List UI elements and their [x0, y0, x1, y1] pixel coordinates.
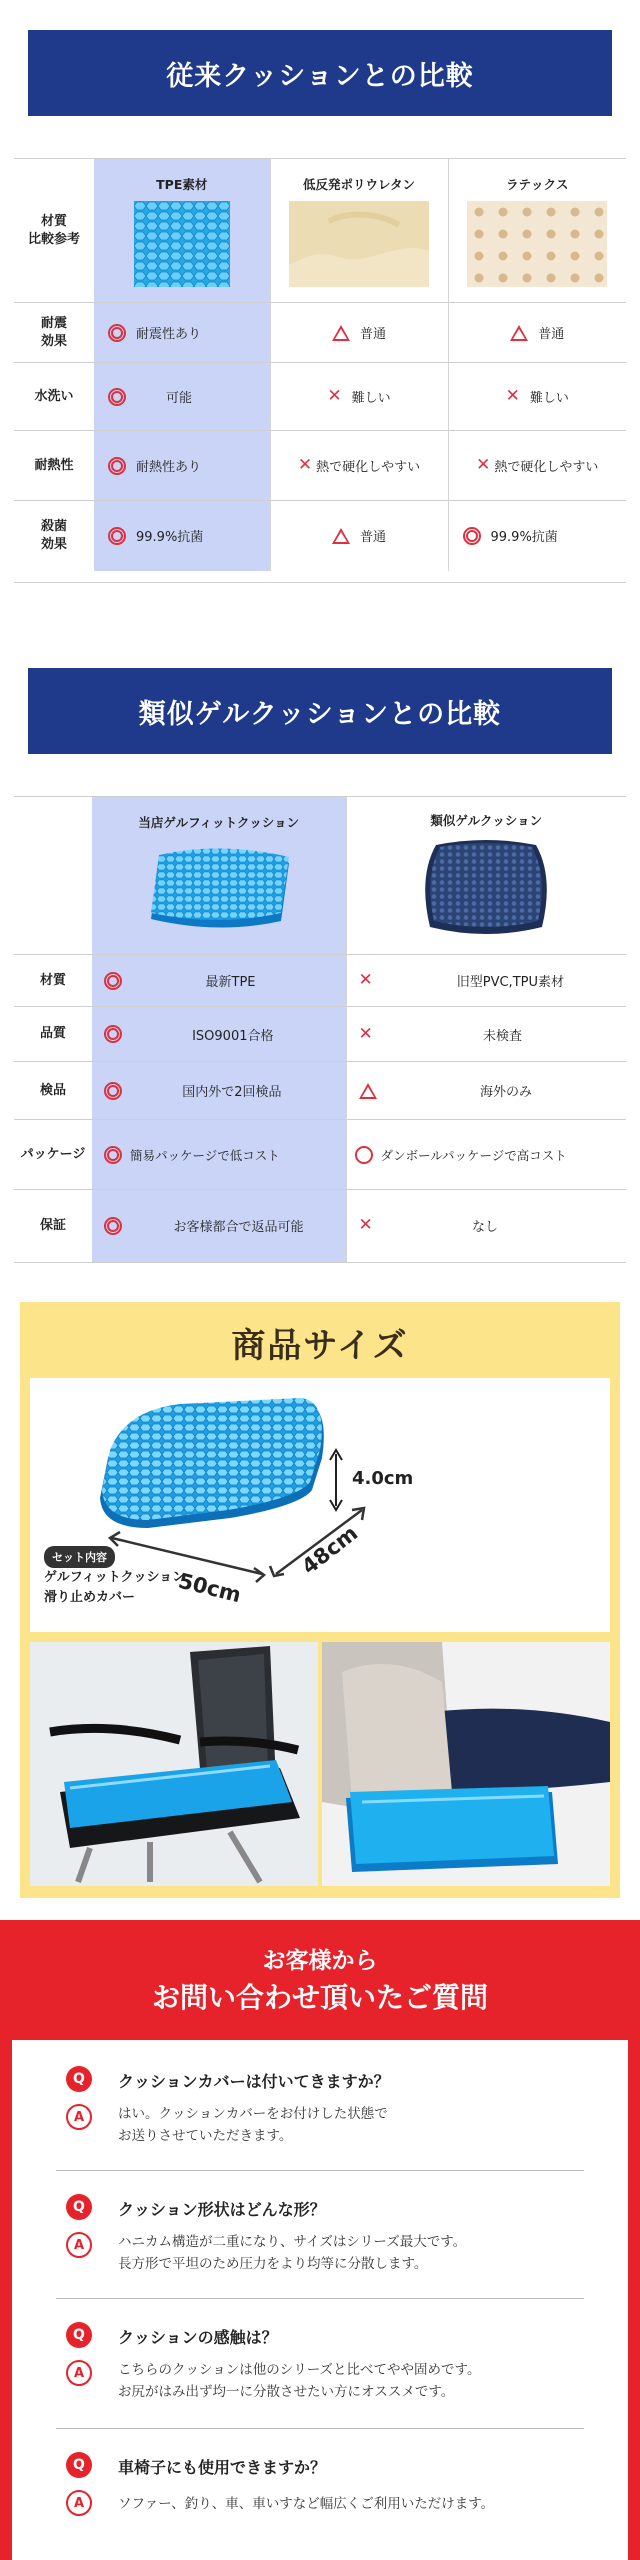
comparison-table-conventional [14, 158, 626, 571]
cell-text: なし [471, 1220, 498, 1236]
question-icon: Q [66, 2322, 92, 2348]
cell-text: 熱で硬化しやすい [316, 460, 421, 475]
comparison-table-gel [14, 796, 626, 1262]
answer-icon: A [66, 2360, 92, 2386]
cell-text: 難しい [351, 391, 391, 406]
cell-text: 耐震性あり [136, 327, 202, 342]
row-label-antibacterial: 殺菌 効果 [14, 501, 94, 571]
size-height-label: 4.0cm [352, 1468, 414, 1489]
col-latex [448, 159, 626, 303]
set-contents-text: ゲルフィットクッション、 滑り止めカバー [44, 1570, 198, 1605]
latex-foam-image [467, 201, 607, 287]
faq-divider [56, 2428, 584, 2429]
cell-text: 簡易パッケージで低コスト [130, 1147, 280, 1163]
chair-photo [30, 1642, 318, 1886]
size-diagram-panel [30, 1378, 610, 1632]
cell-text: 難しい [529, 391, 569, 406]
col-header-latex: ラテックス [506, 176, 569, 192]
cell-text: ダンボールパッケージで高コスト [380, 1147, 567, 1163]
answer-icon: A [66, 2232, 92, 2258]
col-header-tpe: TPE素材 [156, 176, 208, 192]
answer-icon: A [66, 2490, 92, 2516]
tpe-honeycomb-image [134, 201, 230, 287]
double-circle-icon [104, 972, 122, 990]
person-sitting-image [322, 1642, 610, 1886]
cross-icon: ✕ [358, 970, 373, 990]
polyurethane-foam-image [289, 201, 429, 287]
question-icon: Q [66, 2452, 92, 2478]
cell-text: 普通 [359, 530, 386, 546]
cell-text: 99.9%抗菌 [490, 530, 558, 546]
double-circle-icon [104, 1217, 122, 1235]
cross-icon: ✕ [297, 455, 313, 475]
row-label-heat: 耐熱性 [14, 431, 94, 501]
row-label-quality: 品質 [14, 1007, 92, 1062]
section1-title: 従来クッションとの比較 [166, 60, 474, 92]
section2-title-banner [28, 668, 612, 754]
faq-question: 車椅子にも使用できますか？ [118, 2458, 327, 2477]
row-label-warranty: 保証 [14, 1190, 92, 1262]
double-circle-icon [108, 324, 126, 342]
answer-icon: A [66, 2104, 92, 2130]
section2-title: 類似ゲルクッションとの比較 [138, 698, 502, 730]
faq-answer: ソファー、釣り、車、車いすなど幅広くご利用いただけます。 [118, 2496, 495, 2512]
cell-text: 普通 [359, 327, 386, 342]
cross-icon: ✕ [358, 1023, 373, 1044]
similar-gel-cushion-image [406, 837, 566, 941]
col-header-similar-cushion: 類似ゲルクッション [430, 812, 543, 828]
size-width-label: 50cm [176, 1568, 244, 1608]
question-icon: Q [66, 2194, 92, 2220]
circle-icon [355, 1146, 373, 1164]
faq-answer: はい。クッションカバーをお付けした状態で お送りさせていただきます。 [118, 2106, 388, 2144]
row-label-inspection: 検品 [14, 1062, 92, 1120]
row-label-package: パッケージ [14, 1120, 92, 1190]
size-title-area [20, 1302, 620, 1382]
cross-icon: ✕ [358, 1215, 373, 1236]
cross-icon: ✕ [505, 386, 520, 406]
our-gel-cushion-image [139, 839, 299, 939]
cell-text: 可能 [166, 391, 193, 406]
triangle-icon [359, 1083, 377, 1099]
row-label-shock: 耐震 効果 [14, 303, 94, 363]
size-section [20, 1302, 620, 1898]
triangle-icon [332, 325, 350, 341]
table-bottom-border [14, 582, 626, 583]
cell-text: 99.9%抗菌 [136, 530, 204, 546]
row-label-material: 材質 比較参考 [14, 159, 94, 303]
faq-divider [56, 2298, 584, 2299]
faq-answer: ハニカム構造が二重になり、サイズはシリーズ最大です。 長方形で平坦のため圧力をより均等に分散します。 [118, 2234, 467, 2272]
row-label-wash: 水洗い [14, 363, 94, 431]
double-circle-icon [104, 1082, 122, 1100]
cross-icon: ✕ [327, 386, 342, 406]
set-contents-badge: セット内容 [44, 1546, 115, 1568]
faq-question: クッションの感触は？ [118, 2328, 278, 2347]
cell-text: 未検査 [482, 1028, 522, 1044]
faq-question: クッション形状はどんな形？ [118, 2200, 326, 2219]
double-circle-icon [104, 1146, 122, 1164]
col-tpe [94, 159, 270, 303]
section1-title-banner [28, 30, 612, 116]
col-polyurethane [270, 159, 448, 303]
sitting-photo [322, 1642, 610, 1886]
faq-divider [56, 2170, 584, 2171]
question-icon: Q [66, 2066, 92, 2092]
cell-text: お客様都合で返品可能 [173, 1220, 304, 1236]
cell-text: 普通 [538, 327, 565, 342]
double-circle-icon [463, 527, 481, 545]
col-header-polyurethane: 低反発ポリウレタン [302, 176, 415, 192]
table-bottom-border [14, 1262, 626, 1263]
col-our-cushion [92, 797, 346, 955]
cell-text: ISO9001合格 [192, 1028, 274, 1044]
cell-text: 国内外で2回検品 [182, 1085, 282, 1100]
faq-title-line1: お客様から [262, 1948, 378, 1974]
cell-text: 旧型PVC,TPU素材 [456, 975, 564, 990]
size-depth-label: 48cm [297, 1520, 363, 1580]
double-circle-icon [108, 527, 126, 545]
double-circle-icon [104, 1025, 122, 1043]
triangle-icon [510, 325, 528, 341]
cross-icon: ✕ [476, 455, 491, 475]
faq-title-line2: お問い合わせ頂いたご質問 [151, 1981, 488, 2014]
double-circle-icon [108, 388, 126, 406]
size-title: 商品サイズ [231, 1325, 409, 1366]
double-circle-icon [108, 457, 126, 475]
cell-text: 最新TPE [205, 975, 256, 990]
col-similar-cushion [346, 797, 626, 955]
row-label-material: 材質 [14, 955, 92, 1007]
cell-text: 熱で硬化しやすい [494, 460, 599, 475]
office-chair-image [30, 1642, 318, 1886]
faq-answer: こちらのクッションは他のシリーズと比べてやや固めです。 お尻がはみ出ず均一に分散させたい方にオススメです。 [118, 2362, 481, 2400]
cell-text: 耐熱性あり [136, 460, 202, 475]
col-header-our-cushion: 当店ゲルフィットクッション [138, 814, 300, 830]
faq-question: クッションカバーは付いてきますか？ [118, 2072, 390, 2091]
triangle-icon [332, 528, 350, 544]
cell-text: 海外のみ [479, 1085, 532, 1100]
